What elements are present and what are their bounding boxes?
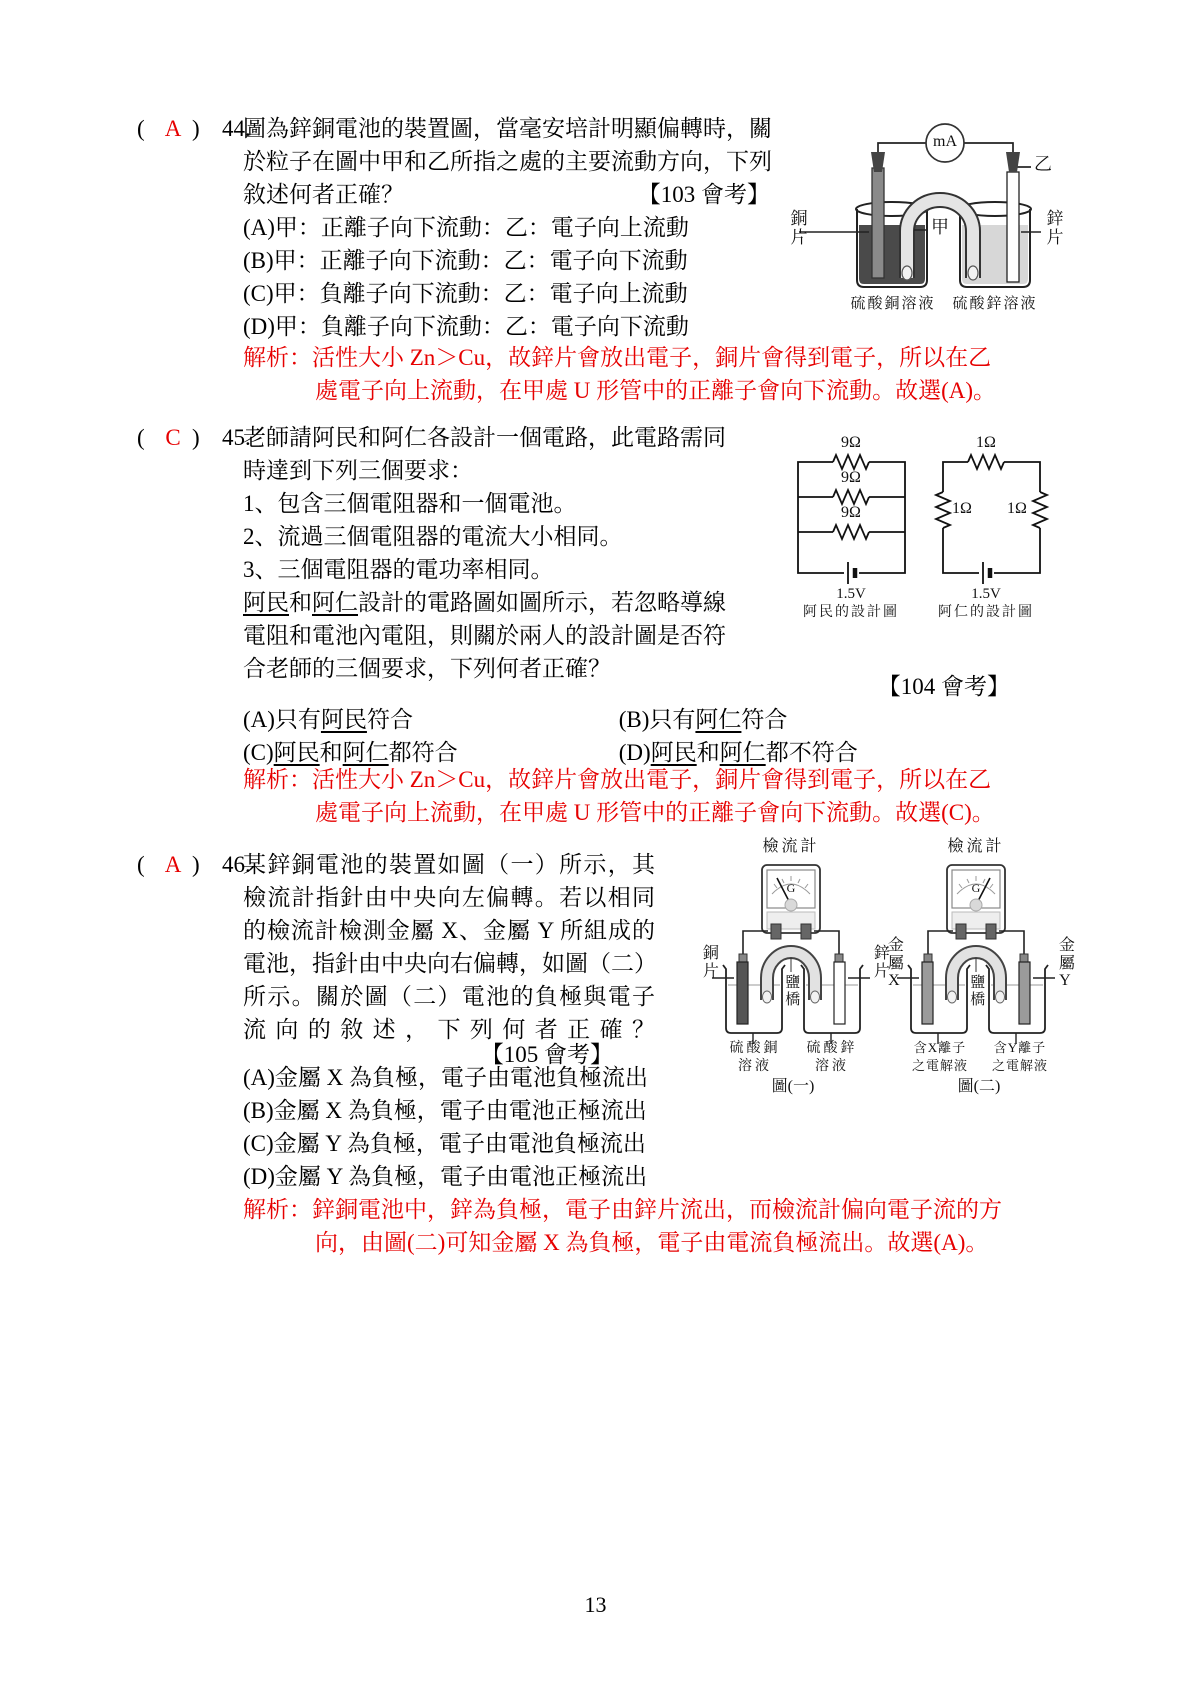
q45-options [243,703,1003,769]
q44-analysis [243,341,1023,407]
q45-figure-circuits [778,410,1054,625]
q46-fig1-znso4-line2: 溶液 [815,1059,849,1074]
q45-requirement-3: 3、三個電阻器的電功率相同。 [243,557,554,582]
paren-close: ) [192,116,200,141]
q44-answer-box [137,112,251,145]
q45-answer: C [165,425,181,450]
q44-option-c: (C)甲：負離子向下流動：乙：電子向上流動 [243,281,688,306]
q45-option-d-name1: 阿民 [650,740,697,765]
paren-close: ) [192,852,200,877]
q46-fig2-galvanometer-label: 檢流計 [947,838,1005,855]
q45-line6 [243,586,770,619]
q45-resistor-label-1ohm-left: 1Ω [952,500,972,517]
q45-resistor-label-9ohm-2: 9Ω [841,469,861,486]
q44-figure-battery-diagram [785,108,1065,318]
q44-label-cuso4-solution: 硫酸銅溶液 [850,296,936,312]
q44-option-a: (A)甲：正離子向下流動：乙：電子向上流動 [243,215,689,240]
q45-option-d-and: 和 [696,740,720,765]
q45-analysis-line1: 解析：活性大小 Zn＞Cu，故鋅片會放出電子，銅片會得到電子，所以在乙 [243,767,992,792]
q46-option-b: (B)金屬 X 為負極，電子由電池正極流出 [243,1098,647,1123]
q46-source-tag: 【105 會考】 [480,1042,613,1067]
q46-fig2-metal-y-label: 金屬Y [1056,936,1074,991]
q46-fig2-y-electrolyte-line2: 之電解液 [991,1058,1048,1073]
q44-line1: 圖為鋅銅電池的裝置圖，當毫安培計明顯偏轉時，關 [243,116,772,141]
q46-fig1-cuso4-line2: 溶液 [738,1059,772,1074]
q45-answer-box [137,421,251,454]
q46-analysis [243,1193,1023,1259]
q46-option-c: (C)金屬 Y 為負極，電子由電池負極流出 [243,1131,646,1156]
paren-open: ( [137,116,145,141]
q45-option-c-name1: 阿民 [273,740,320,765]
q46-figure-1-galvanometer-cell [698,828,888,1103]
q44-label-jia: 甲 [931,217,949,237]
q45-option-c-and: 和 [319,740,343,765]
q46-fig1-salt-bridge-label: 鹽橋 [783,974,800,1008]
q45-option-b-suf: 符合 [741,707,788,732]
q46-answer-box [137,848,251,881]
q45-resistor-label-1ohm-right: 1Ω [1007,500,1027,517]
q45-option-d-suf: 都不符合 [765,740,858,765]
q45-number: 45. [222,425,251,450]
q45-battery-label-1: 1.5V [836,586,866,602]
q46-line3: 的檢流計檢測金屬 X、金屬 Y 所組成的 [243,918,655,943]
q44-analysis-line1: 解析：活性大小 Zn＞Cu，故鋅片會放出電子，銅片會得到電子，所以在乙 [243,345,992,370]
q46-fig2-salt-bridge-label: 鹽橋 [968,974,985,1008]
q44-label-yi: 乙 [1034,154,1052,174]
q45-option-d-name2: 阿仁 [719,740,766,765]
q45-option-b-name: 阿仁 [695,707,742,732]
q45-requirement-1: 1、包含三個電阻器和一個電池。 [243,491,577,516]
q45-battery-label-2: 1.5V [971,586,1001,602]
q46-options [243,1061,683,1193]
q45-option-d-pre: (D) [618,740,651,765]
q44-line3-row [243,178,770,211]
q45-option-c-pre: (C) [243,740,274,765]
q45-option-a [243,703,613,736]
q46-fig1-cuso4-line1: 硫酸銅 [729,1041,781,1056]
q46-fig1-znso4-line1: 硫酸鋅 [806,1041,858,1056]
q45-option-b-pre: (B)只有 [618,707,696,732]
q46-fig2-caption: 圖(二) [957,1078,1001,1095]
q46-fig2-x-electrolyte-line2: 之電解液 [911,1058,968,1073]
q44-number: 44. [222,116,251,141]
page-number: 13 [584,1592,607,1617]
q46-fig2-x-electrolyte-line1: 含X離子 [913,1040,967,1055]
q45-text [243,421,770,685]
q46-option-d: (D)金屬 Y 為負極，電子由電池正極流出 [243,1164,648,1189]
q45-option-c-name2: 阿仁 [342,740,389,765]
q45-resistor-label-9ohm-3: 9Ω [841,504,861,521]
q44-option-b: (B)甲：正離子向下流動：乙：電子向下流動 [243,248,688,273]
paren-close: ) [192,425,200,450]
q45-option-a-pre: (A)只有 [243,707,321,732]
paren-open: ( [137,425,145,450]
q46-fig2-y-electrolyte-line1: 含Y離子 [993,1040,1047,1055]
q45-line7: 電阻和電池內電阻，則關於兩人的設計圖是否符 [243,623,726,648]
q45-resistor-label-1ohm-top: 1Ω [976,434,996,451]
q44-line3: 敘述何者正確？ [243,182,404,207]
q45-resistor-label-9ohm-1: 9Ω [841,434,861,451]
q45-option-b [619,703,989,736]
q46-text [243,848,655,1046]
q44-label-znso4-solution: 硫酸鋅溶液 [952,296,1038,312]
q44-source-tag: 【103 會考】 [637,182,770,207]
q44-answer: A [164,116,182,141]
q46-line5: 所示。關於圖（二）電池的負極與電子 [243,984,655,1009]
q44-line2: 於粒子在圖中甲和乙所指之處的主要流動方向，下列 [243,149,772,174]
q45-source-tag: 【104 會考】 [877,674,1010,699]
q45-option-a-name: 阿民 [320,707,367,732]
q46-fig1-zinc-plate-label: 鋅片 [871,944,889,980]
q45-name-amin: 阿民 [243,590,289,615]
paren-open: ( [137,852,145,877]
q45-option-row-1 [243,703,1003,736]
q44-option-d: (D)甲：負離子向下流動：乙：電子向下流動 [243,314,689,339]
q46-option-a: (A)金屬 X 為負極，電子由電池負極流出 [243,1065,649,1090]
q44-label-zinc-plate: 鋅片 [1043,209,1063,247]
q46-answer: A [164,852,182,877]
q46-figure-2-galvanometer-cell [883,828,1075,1103]
q46-fig1-galvanometer-label: 檢流計 [762,838,820,855]
q45-caption-aren-design: 阿仁的設計圖 [938,605,1034,620]
q46-fig1-caption: 圖(一) [771,1078,815,1095]
q45-name-aren: 阿仁 [312,590,358,615]
q46-line1: 某鋅銅電池的裝置如圖（一）所示，其 [243,852,655,877]
q46-line2: 檢流計指針由中央向左偏轉。若以相同 [243,885,655,910]
q46-line6: 流向的敘述，下列何者正確？ [243,1017,655,1042]
q45-line2: 時達到下列三個要求： [243,458,473,483]
q44-label-copper-plate: 銅片 [787,209,807,247]
q46-fig1-g-label: G [786,881,796,895]
q45-line1: 老師請阿民和阿仁各設計一個電路，此電路需同 [243,425,726,450]
q45-line6-rest: 設計的電路圖如圖所示，若忽略導線 [358,590,726,615]
q45-option-c-suf: 都符合 [388,740,458,765]
q44-text [243,112,770,343]
q45-analysis [243,763,1023,829]
q46-fig1-copper-plate-label: 銅片 [700,944,718,980]
q46-analysis-line1: 解析：鋅銅電池中，鋅為負極，電子由鋅片流出，而檢流計偏向電子流的方 [243,1197,1002,1222]
q46-line4: 電池，指針由中央向右偏轉，如圖（二） [243,951,657,976]
q45-line6-and: 和 [289,590,312,615]
q44-analysis-line2: 處電子向上流動，在甲處 U 形管中的正離子會向下流動。故選(A)。 [315,378,997,403]
q45-analysis-line2: 處電子向上流動，在甲處 U 形管中的正離子會向下流動。故選(C)。 [315,800,995,825]
q46-number: 46. [222,852,251,877]
q44-figure-art [785,108,1065,318]
q45-line8: 合老師的三個要求，下列何者正確？ [243,656,611,681]
q46-fig2-metal-x-label: 金屬X [885,936,903,991]
q45-requirement-2: 2、流過三個電阻器的電流大小相同。 [243,524,623,549]
q46-analysis-line2: 向，由圖(二)可知金屬 X 為負極，電子由電流負極流出。故選(A)。 [315,1230,989,1255]
q46-fig2-g-label: G [971,881,981,895]
q45-caption-amin-design: 阿民的設計圖 [803,605,899,620]
q44-meter-label: mA [933,133,957,150]
q45-option-a-suf: 符合 [366,707,413,732]
